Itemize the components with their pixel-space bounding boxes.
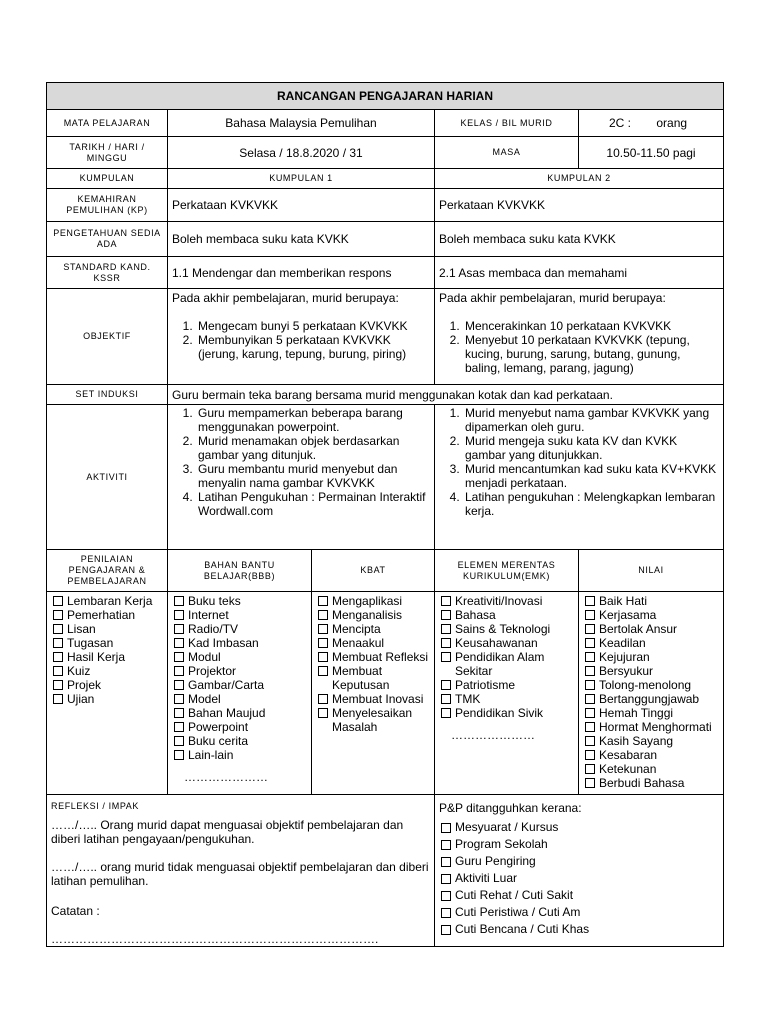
bbb-header: BAHAN BANTU BELAJAR(BBB) — [168, 550, 312, 592]
emk-option[interactable]: TMK — [439, 692, 574, 706]
checkbox-icon[interactable] — [585, 610, 595, 620]
assessment-option[interactable]: Hasil Kerja — [51, 650, 163, 664]
bbb-option[interactable]: Model — [172, 692, 307, 706]
bbb-option[interactable]: Buku teks — [172, 594, 307, 608]
prior-knowledge-group-2: Boleh membaca suku kata KVKK — [435, 222, 724, 257]
assessment-option[interactable]: Tugasan — [51, 636, 163, 650]
kbat-option[interactable]: Membuat Refleksi — [316, 650, 430, 664]
checkbox-icon[interactable] — [174, 680, 184, 690]
nilai-header: NILAI — [579, 550, 724, 592]
kbat-option[interactable]: Mencipta — [316, 622, 430, 636]
checkbox-icon[interactable] — [585, 652, 595, 662]
checkbox-icon[interactable] — [174, 750, 184, 760]
kbat-options — [312, 592, 435, 795]
checkbox-icon[interactable] — [174, 610, 184, 620]
postponed-option[interactable]: Mesyuarat / Kursus — [439, 819, 719, 836]
objective-item: 2. Menyebut 10 perkataan KVKVKK (tepung, kucing, burung, sarung, butang, gunung, baling, lemang, parang, jagung) — [463, 333, 719, 375]
bbb-option[interactable]: Lain-lain — [172, 748, 307, 762]
activity-item: 4. Latihan Pengukuhan : Permainan Interaktif Wordwall.com — [196, 490, 430, 518]
emk-option[interactable]: Pendidikan Sivik — [439, 706, 574, 720]
checkbox-icon[interactable] — [53, 638, 63, 648]
checkbox-icon[interactable] — [441, 610, 451, 620]
nilai-option[interactable]: Kerjasama — [583, 608, 719, 622]
checkbox-icon[interactable] — [585, 638, 595, 648]
checkbox-icon[interactable] — [441, 823, 451, 833]
activities-list-group-1 — [172, 406, 430, 518]
kbat-option[interactable]: Mengaplikasi — [316, 594, 430, 608]
standard-group-1: 1.1 Mendengar dan memberikan respons — [168, 257, 435, 289]
reflection-line-1[interactable]: ……/….. Orang murid dapat menguasai objektif pembelajaran dan diberi latihan pengayaan/pengukuhan. — [51, 818, 404, 846]
bbb-list — [172, 594, 307, 762]
assessment-option[interactable]: Lisan — [51, 622, 163, 636]
checkbox-icon[interactable] — [174, 736, 184, 746]
postponed-option[interactable]: Cuti Peristiwa / Cuti Am — [439, 904, 719, 921]
checkbox-icon[interactable] — [174, 638, 184, 648]
checkbox-icon[interactable] — [53, 652, 63, 662]
bbb-option[interactable]: Bahan Maujud — [172, 706, 307, 720]
emk-option[interactable]: Sains & Teknologi — [439, 622, 574, 636]
class-value-cell — [579, 110, 724, 137]
checkbox-icon[interactable] — [174, 624, 184, 634]
induction-label: SET INDUKSI — [47, 385, 168, 405]
kbat-option[interactable]: Membuat Inovasi — [316, 692, 430, 706]
prior-knowledge-group-1: Boleh membaca suku kata KVKK — [168, 222, 435, 257]
checkbox-icon[interactable] — [318, 708, 328, 718]
checkbox-icon[interactable] — [441, 652, 451, 662]
checkbox-icon[interactable] — [53, 596, 63, 606]
checkbox-icon[interactable] — [441, 624, 451, 634]
kbat-option[interactable]: Membuat Keputusan — [316, 664, 430, 692]
checkbox-icon[interactable] — [441, 908, 451, 918]
kbat-header: KBAT — [312, 550, 435, 592]
nilai-option[interactable]: Ketekunan — [583, 762, 719, 776]
nilai-option[interactable]: Berbudi Bahasa — [583, 776, 719, 790]
induction-text: Guru bermain teka barang bersama murid menggunakan kotak dan kad perkataan. — [168, 385, 724, 405]
checkbox-icon[interactable] — [441, 857, 451, 867]
checkbox-icon[interactable] — [441, 708, 451, 718]
checkbox-icon[interactable] — [441, 874, 451, 884]
bbb-option[interactable]: Internet — [172, 608, 307, 622]
bbb-option[interactable]: Buku cerita — [172, 734, 307, 748]
emk-options — [435, 592, 579, 795]
checkbox-icon[interactable] — [53, 680, 63, 690]
group-1-header: KUMPULAN 1 — [168, 169, 435, 189]
activity-item: 1. Murid menyebut nama gambar KVKVKK yang dipamerkan oleh guru. — [463, 406, 719, 434]
objective-label: OBJEKTIF — [47, 289, 168, 385]
checkbox-icon[interactable] — [441, 596, 451, 606]
postponed-option[interactable]: Guru Pengiring — [439, 853, 719, 870]
postponed-option[interactable]: Program Sekolah — [439, 836, 719, 853]
reflection-label: REFLEKSI / IMPAK — [51, 801, 139, 811]
activity-item: 2. Murid mengeja suku kata KV dan KVKK gambar yang ditunjukkan. — [463, 434, 719, 462]
checkbox-icon[interactable] — [318, 666, 328, 676]
nilai-option[interactable]: Bertolak Ansur — [583, 622, 719, 636]
postponed-cell — [435, 795, 724, 947]
checkbox-icon[interactable] — [585, 778, 595, 788]
checkbox-icon[interactable] — [318, 694, 328, 704]
assessment-option[interactable]: Lembaran Kerja — [51, 594, 163, 608]
emk-header: ELEMEN MERENTAS KURIKULUM(EMK) — [435, 550, 579, 592]
assessment-header: PENILAIAN PENGAJARAN & PEMBELAJARAN — [47, 550, 168, 592]
bbb-option[interactable]: Radio/TV — [172, 622, 307, 636]
standard-label: STANDARD KAND. KSSR — [47, 257, 168, 289]
standard-group-2: 2.1 Asas membaca dan memahami — [435, 257, 724, 289]
checkbox-icon[interactable] — [174, 694, 184, 704]
checkbox-icon[interactable] — [318, 624, 328, 634]
emk-blank-line[interactable]: ………………… — [451, 728, 535, 742]
checkbox-icon[interactable] — [585, 708, 595, 718]
bbb-option[interactable]: Kad Imbasan — [172, 636, 307, 650]
assessment-options — [47, 592, 168, 795]
emk-option[interactable]: Bahasa — [439, 608, 574, 622]
assessment-option[interactable]: Ujian — [51, 692, 163, 706]
objective-group-2 — [435, 289, 724, 385]
checkbox-icon[interactable] — [585, 764, 595, 774]
activity-item: 3. Guru membantu murid menyebut dan menyalin nama gambar KVKVKK — [196, 462, 430, 490]
bbb-option[interactable]: Modul — [172, 650, 307, 664]
checkbox-icon[interactable] — [585, 624, 595, 634]
checkbox-icon[interactable] — [585, 694, 595, 704]
nilai-option[interactable]: Kesabaran — [583, 748, 719, 762]
postponed-option[interactable]: Aktiviti Luar — [439, 870, 719, 887]
activities-group-1 — [168, 405, 435, 550]
date-label: TARIKH / HARI / MINGGU — [47, 137, 168, 169]
kbat-option[interactable]: Menaakul — [316, 636, 430, 650]
emk-list — [439, 594, 574, 720]
assessment-option[interactable]: Kuiz — [51, 664, 163, 678]
lesson-plan-page — [46, 82, 723, 947]
activities-label: AKTIVITI — [47, 405, 168, 550]
objective-group-1 — [168, 289, 435, 385]
class-label: KELAS / BIL MURID — [435, 110, 579, 137]
activity-item: 4. Latihan pengukuhan : Melengkapkan lembaran kerja. — [463, 490, 719, 518]
nilai-option[interactable]: Tolong-menolong — [583, 678, 719, 692]
checkbox-icon[interactable] — [318, 638, 328, 648]
group-2-header: KUMPULAN 2 — [435, 169, 724, 189]
checkbox-icon[interactable] — [441, 694, 451, 704]
nilai-option[interactable]: Kejujuran — [583, 650, 719, 664]
notes-line[interactable]: ………………………………………………………………………. — [51, 932, 379, 946]
objective-item: 2. Membunyikan 5 perkataan KVKVKK (jerung, karung, tepung, burung, piring) — [196, 333, 430, 361]
time-label: MASA — [435, 137, 579, 169]
postponed-list — [439, 819, 719, 938]
objective-item: 1. Mencerakinkan 10 perkataan KVKVKK — [463, 319, 719, 333]
checkbox-icon[interactable] — [585, 750, 595, 760]
bbb-options — [168, 592, 312, 795]
activity-item: 2. Murid menamakan objek berdasarkan gambar yang ditunjuk. — [196, 434, 430, 462]
document-title: RANCANGAN PENGAJARAN HARIAN — [47, 83, 724, 110]
emk-option[interactable]: Pendidikan Alam Sekitar — [439, 650, 574, 678]
reflection-line-2[interactable]: ……/….. orang murid tidak menguasai objektif pembelajaran dan diberi latihan pemulihan. — [51, 860, 429, 888]
activities-list-group-2 — [439, 406, 719, 518]
checkbox-icon[interactable] — [53, 694, 63, 704]
checkbox-icon[interactable] — [585, 680, 595, 690]
checkbox-icon[interactable] — [441, 638, 451, 648]
time-value: 10.50-11.50 pagi — [579, 137, 724, 169]
checkbox-icon[interactable] — [585, 666, 595, 676]
assessment-list — [51, 594, 163, 706]
assessment-option[interactable]: Projek — [51, 678, 163, 692]
lesson-plan-table — [46, 82, 724, 947]
kbat-option[interactable]: Menganalisis — [316, 608, 430, 622]
checkbox-icon[interactable] — [585, 722, 595, 732]
checkbox-icon[interactable] — [174, 652, 184, 662]
reflection-cell — [47, 795, 435, 947]
checkbox-icon[interactable] — [318, 596, 328, 606]
nilai-option[interactable]: Keadilan — [583, 636, 719, 650]
nilai-option[interactable]: Baik Hati — [583, 594, 719, 608]
nilai-option[interactable]: Hemah Tinggi — [583, 706, 719, 720]
postponed-option[interactable]: Cuti Rehat / Cuti Sakit — [439, 887, 719, 904]
checkbox-icon[interactable] — [441, 891, 451, 901]
subject-label: MATA PELAJARAN — [47, 110, 168, 137]
prior-knowledge-label: PENGETAHUAN SEDIA ADA — [47, 222, 168, 257]
notes-label: Catatan : — [51, 904, 100, 918]
emk-option[interactable]: Keusahawanan — [439, 636, 574, 650]
checkbox-icon[interactable] — [53, 610, 63, 620]
postponed-label: P&P ditangguhkan kerana: — [439, 801, 582, 815]
skill-group-2: Perkataan KVKVKK — [435, 189, 724, 222]
checkbox-icon[interactable] — [318, 652, 328, 662]
objective-list-group-2 — [439, 319, 719, 375]
objective-intro: Pada akhir pembelajaran, murid berupaya: — [172, 291, 399, 305]
objective-intro: Pada akhir pembelajaran, murid berupaya: — [439, 291, 666, 305]
skill-label: KEMAHIRAN PEMULIHAN (KP) — [47, 189, 168, 222]
postponed-option[interactable]: Cuti Bencana / Cuti Khas — [439, 921, 719, 938]
objective-item: 1. Mengecam bunyi 5 perkataan KVKVKK — [196, 319, 430, 333]
assessment-option[interactable]: Pemerhatian — [51, 608, 163, 622]
checkbox-icon[interactable] — [318, 610, 328, 620]
emk-option[interactable]: Kreativiti/Inovasi — [439, 594, 574, 608]
checkbox-icon[interactable] — [174, 722, 184, 732]
activities-group-2 — [435, 405, 724, 550]
checkbox-icon[interactable] — [441, 925, 451, 935]
checkbox-icon[interactable] — [441, 840, 451, 850]
activity-item: 3. Murid mencantumkan kad suku kata KV+KVKK menjadi perkataan. — [463, 462, 719, 490]
skill-group-1: Perkataan KVKVKK — [168, 189, 435, 222]
checkbox-icon[interactable] — [441, 680, 451, 690]
date-value: Selasa / 18.8.2020 / 31 — [168, 137, 435, 169]
nilai-options — [579, 592, 724, 795]
activity-item: 1. Guru mempamerkan beberapa barang menggunakan powerpoint. — [196, 406, 430, 434]
checkbox-icon[interactable] — [53, 666, 63, 676]
bbb-option[interactable]: Powerpoint — [172, 720, 307, 734]
checkbox-icon[interactable] — [53, 624, 63, 634]
bbb-option[interactable]: Projektor — [172, 664, 307, 678]
group-label: KUMPULAN — [47, 169, 168, 189]
subject-value: Bahasa Malaysia Pemulihan — [168, 110, 435, 137]
bbb-blank-line[interactable]: ………………… — [184, 770, 268, 784]
nilai-option[interactable]: Kasih Sayang — [583, 734, 719, 748]
bbb-option[interactable]: Gambar/Carta — [172, 678, 307, 692]
class-value: 2C : — [609, 116, 632, 130]
kbat-list — [316, 594, 430, 734]
nilai-list — [583, 594, 719, 790]
emk-option[interactable]: Patriotisme — [439, 678, 574, 692]
nilai-option[interactable]: Hormat Menghormati — [583, 720, 719, 734]
checkbox-icon[interactable] — [174, 666, 184, 676]
checkbox-icon[interactable] — [585, 596, 595, 606]
nilai-option[interactable]: Bersyukur — [583, 664, 719, 678]
nilai-option[interactable]: Bertanggungjawab — [583, 692, 719, 706]
objective-list-group-1 — [172, 319, 430, 361]
checkbox-icon[interactable] — [174, 708, 184, 718]
checkbox-icon[interactable] — [174, 596, 184, 606]
class-unit: orang — [656, 116, 688, 130]
checkbox-icon[interactable] — [585, 736, 595, 746]
kbat-option[interactable]: Menyelesaikan Masalah — [316, 706, 430, 734]
